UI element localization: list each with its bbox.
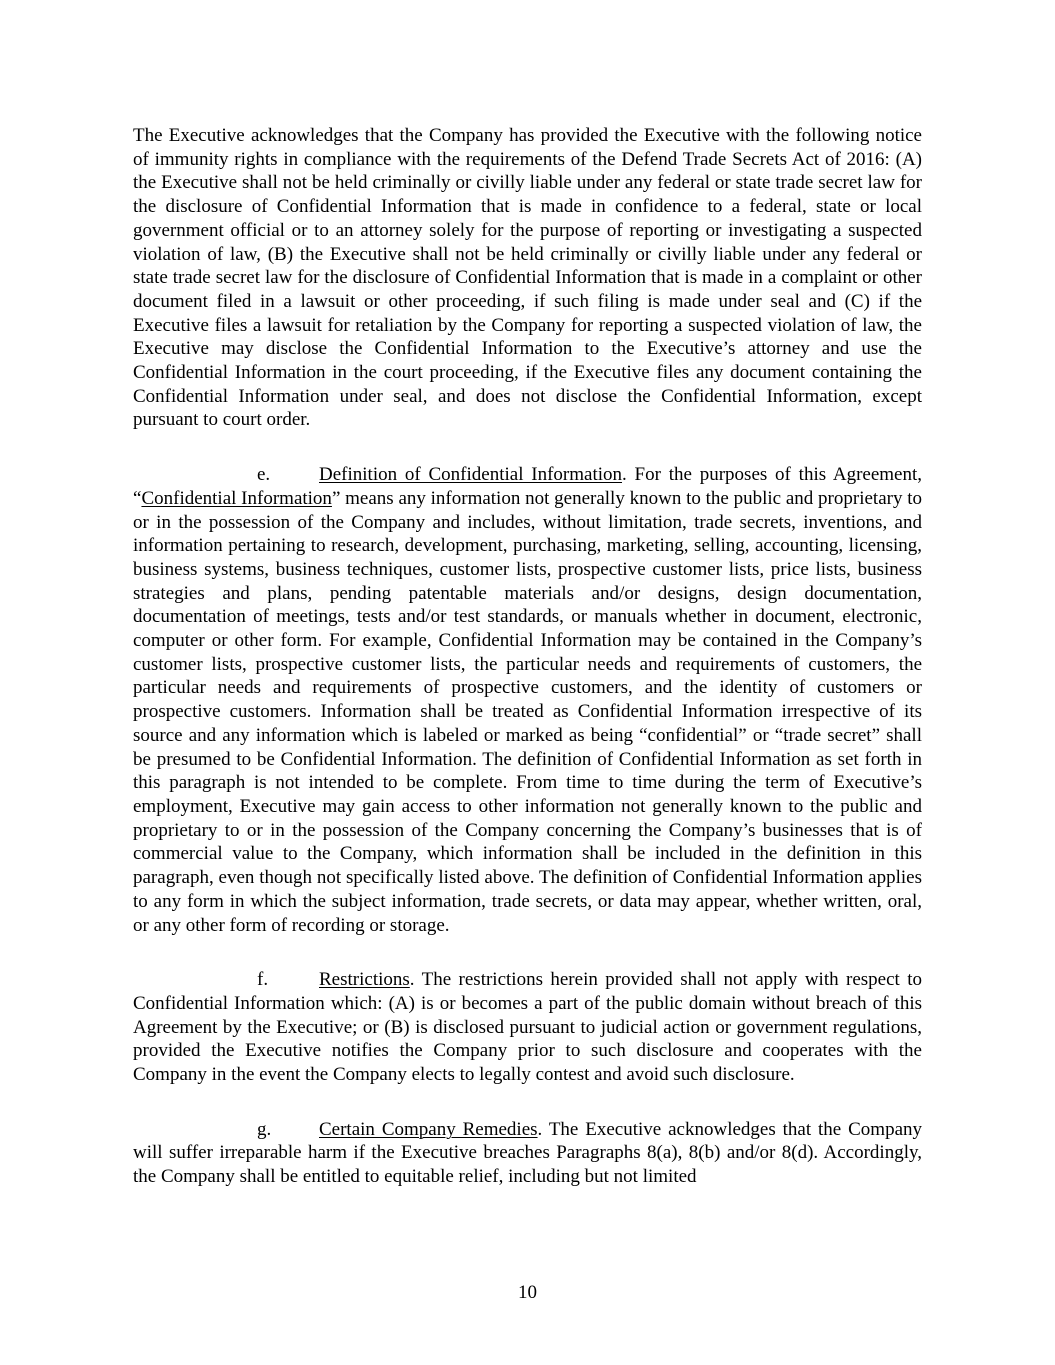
paragraph-spacer [133, 937, 922, 968]
section-f-heading: Restrictions [319, 969, 410, 991]
paragraph-spacer [133, 1087, 922, 1118]
section-f-label: f. [257, 969, 269, 991]
section-f-paragraph [133, 968, 922, 1087]
section-e-paragraph [133, 463, 922, 937]
page-number: 10 [518, 1282, 537, 1303]
immunity-notice-paragraph: The Executive acknowledges that the Company has provided the Executive with the following notice of immunity rights in compliance with the requirements of the Defend Trade Secrets Act of 2016: (A) the Executive shall not be held criminally or civilly liable under any federal or state trade secret law for the disclosure of Confidential Information that is made in confidence to a federal, state or local government official or to an attorney solely for the purpose of reporting or investigating a suspected violation of law, (B) the Executive shall not be held criminally or civilly liable under any federal or state trade secret law for the disclosure of Confidential Information that is made in a complaint or other document filed in a lawsuit or other proceeding, if such filing is made under seal and (C) if the Executive files a lawsuit for retaliation by the Company for reporting a suspected violation of law, the Executive may disclose the Confidential Information to the Executive’s attorney and use the Confidential Information in the court proceeding, if the Executive files any document containing the Confidential Information under seal, and does not disclose the Confidential Information, except pursuant to court order. [133, 125, 922, 431]
paragraph-spacer [133, 432, 922, 463]
section-e-label: e. [257, 464, 271, 486]
section-f-text: . The restrictions herein provided shall not apply with respect to Confidential Information which: (A) is or becomes a part of the public domain without breach of this Agreement by the Executive; or (B) is disclosed pursuant to judicial action or government regulations, provided the Executive notifies the Company prior to such disclosure and cooperates with the Company in the event the Company elects to legally contest and avoid such disclosure. [133, 969, 922, 1086]
section-g-label: g. [257, 1118, 272, 1140]
defined-term-confidential-information: Confidential Information [141, 487, 332, 509]
section-e-heading: Definition of Confidential Information [319, 464, 623, 486]
document-body [133, 124, 922, 1189]
section-g-paragraph [133, 1118, 922, 1189]
section-e-text-before-term: . For the purposes of this Agreement, “ [133, 464, 923, 509]
section-g-text: . The Executive acknowledges that the Company will suffer irreparable harm if the Executive breaches Paragraphs 8(a), 8(b) and/or 8(d). Accordingly, the Company shall be entitled to equitable relief, including but not limited [133, 1118, 923, 1188]
section-g-heading: Certain Company Remedies [319, 1118, 538, 1140]
section-e-text: ” means any information not generally known to the public and proprietary to or in the possession of the Company and includes, without limitation, trade secrets, inventions, and information pertaining to research, development, purchasing, marketing, selling, accounting, licensing, business systems, business techniques, customer lists, prospective customer lists, price lists, business strategies and plans, pending patentable materials and/or designs, design documentation, documentation of meetings, tests and/or test standards, or manuals whether in document, electronic, computer or other form. For example, Confidential Information may be contained in the Company’s customer lists, prospective customer lists, the particular needs and requirements of customers, the particular needs and requirements of prospective customers, and the identity of customers or prospective customers. Information shall be treated as Confidential Information irrespective of its source and any information which is labeled or marked as being “confidential” or “trade secret” shall be presumed to be Confidential Information. The definition of Confidential Information as set forth in this paragraph is not intended to be complete. From time to time during the term of Executive’s employment, Executive may gain access to other information not generally known to the public and proprietary to or in the possession of the Company concerning the Company’s businesses that is of commercial value to the Company, which information shall be included in the definition in this paragraph, even though not specifically listed above. The definition of Confidential Information applies to any form in which the subject information, trade secrets, or data may appear, whether written, oral, or any other form of recording or storage. [133, 487, 923, 936]
